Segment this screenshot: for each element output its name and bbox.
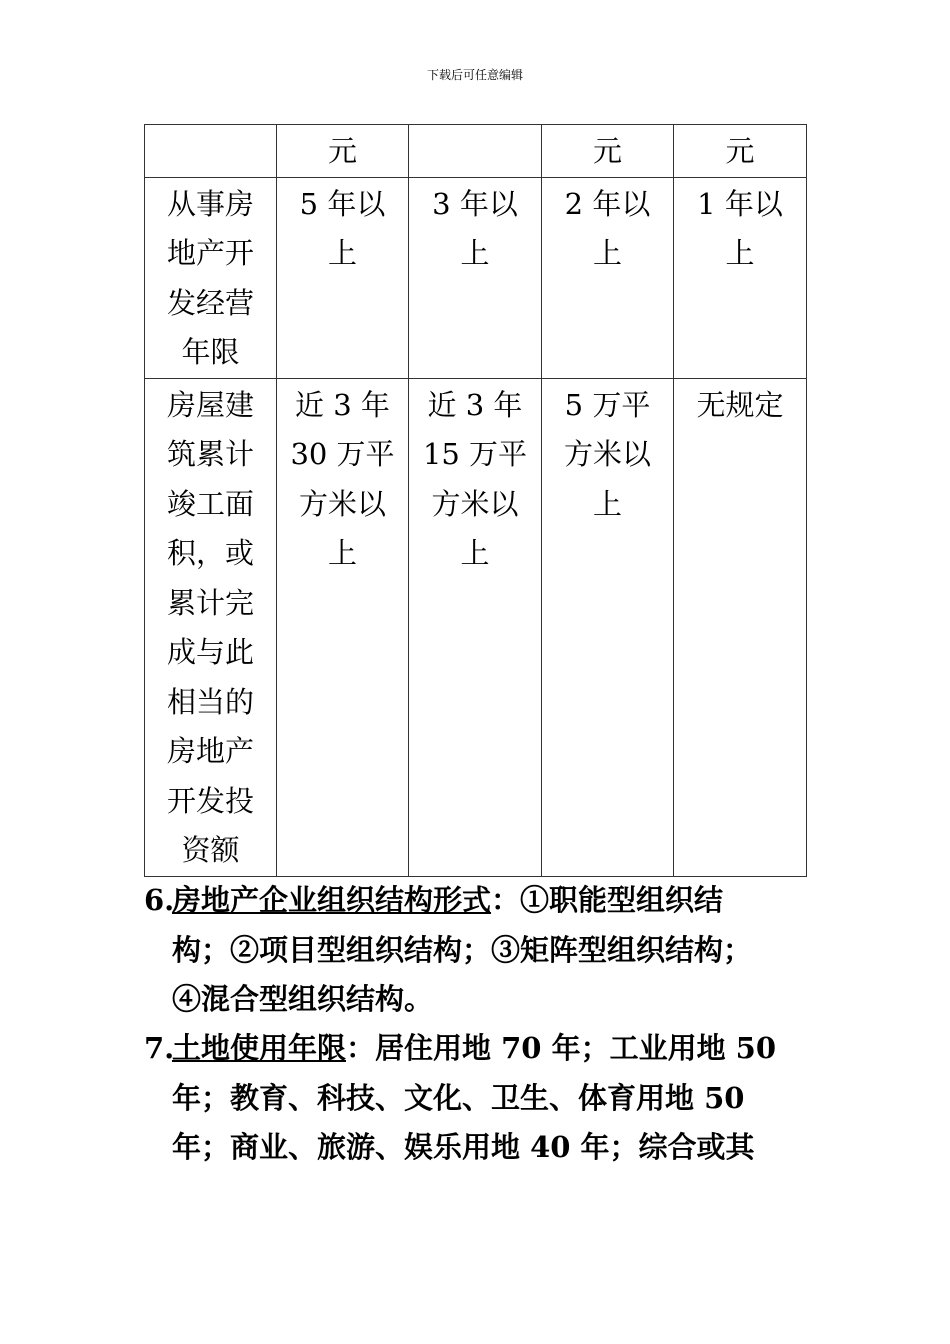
table-cell: [145, 177, 277, 378]
table-cell: [674, 125, 807, 178]
cell-line: 房地产: [166, 734, 254, 768]
item-title: 土地使用年限: [172, 1031, 347, 1065]
cell-line: 地产开: [166, 236, 254, 270]
cell-line: 筑累计: [166, 437, 254, 471]
cell-line: 30 万平: [290, 437, 395, 471]
cell-line: 5 年以: [299, 186, 386, 221]
cell-line: 15 万平: [422, 437, 528, 471]
cell-line: 无规定: [696, 387, 784, 422]
table-cell: [542, 177, 674, 378]
table-cell: [542, 125, 674, 178]
table-cell: [542, 378, 674, 876]
table-cell: [145, 125, 277, 178]
item-first-line: [144, 1024, 834, 1074]
cell-line: 上: [592, 236, 622, 270]
item-number: 6.: [144, 883, 175, 917]
cell-line: 上: [327, 536, 357, 570]
cell-line: 积，或: [166, 536, 254, 570]
cell-line: 资额: [181, 833, 240, 867]
cell-line: 上: [460, 536, 490, 570]
cell-line: 发经营: [166, 285, 254, 320]
item-line: 年；教育、科技、文化、卫生、体育用地 50: [172, 1080, 745, 1115]
table-cell: [409, 125, 542, 178]
item-first-line: [144, 876, 834, 926]
cell-line: 方米以: [298, 486, 386, 521]
cell-line: 方米以: [563, 437, 651, 471]
table-cell: [409, 378, 542, 876]
cell-line: 开发投: [166, 783, 254, 818]
cell-line: 成与此: [166, 635, 254, 669]
cell-line: 近 3 年: [427, 387, 523, 422]
cell-line: 相当的: [166, 684, 254, 719]
cell-line: 2 年以: [564, 186, 651, 221]
item-text: ：居住用地 70 年；工业用地 50: [346, 1031, 777, 1065]
table-cell: [674, 177, 807, 378]
cell-line: 上: [725, 236, 755, 270]
cell-line: 1 年以: [697, 186, 783, 221]
cell-line: 上: [327, 236, 357, 270]
table-cell: [145, 378, 277, 876]
cell-line: 元: [327, 134, 357, 168]
cell-line: 元: [592, 134, 622, 168]
cell-line: 3 年以: [432, 186, 518, 221]
cell-line: 累计完: [166, 585, 254, 620]
cell-line: 5 万平: [564, 387, 651, 422]
table-cell: [674, 378, 807, 876]
table-row: [145, 177, 807, 378]
table-cell: [409, 177, 542, 378]
table-row: [145, 378, 807, 876]
cell-line: 从事房: [166, 186, 254, 221]
item-line: ④混合型组织结构。: [172, 982, 434, 1016]
table-cell: [277, 378, 409, 876]
item-line: 年；商业、旅游、娱乐用地 40 年；综合或其: [172, 1130, 755, 1164]
table-cell: [277, 177, 409, 378]
item-line: 构；②项目型组织结构；③矩阵型组织结构；: [172, 932, 753, 967]
page-header: 下载后可任意编辑: [426, 68, 523, 82]
cell-line: 竣工面: [166, 486, 254, 521]
cell-line: 上: [460, 236, 490, 270]
table-cell: [277, 125, 409, 178]
list-item-land-use-term: [144, 1024, 834, 1173]
cell-line: 年限: [181, 335, 240, 369]
item-title: 房地产企业组织结构形式: [172, 883, 492, 917]
cell-line: 元: [725, 134, 755, 168]
item-text: ：①职能型组织结: [491, 883, 724, 917]
cell-line: 上: [592, 486, 622, 521]
table-row: [145, 125, 807, 178]
cell-line: 近 3 年: [295, 387, 390, 422]
list-item-org-structure: [144, 876, 834, 1025]
qualification-table: [144, 124, 807, 877]
cell-line: 房屋建: [166, 387, 254, 422]
cell-line: 方米以: [431, 486, 519, 521]
item-number: 7.: [144, 1031, 175, 1065]
